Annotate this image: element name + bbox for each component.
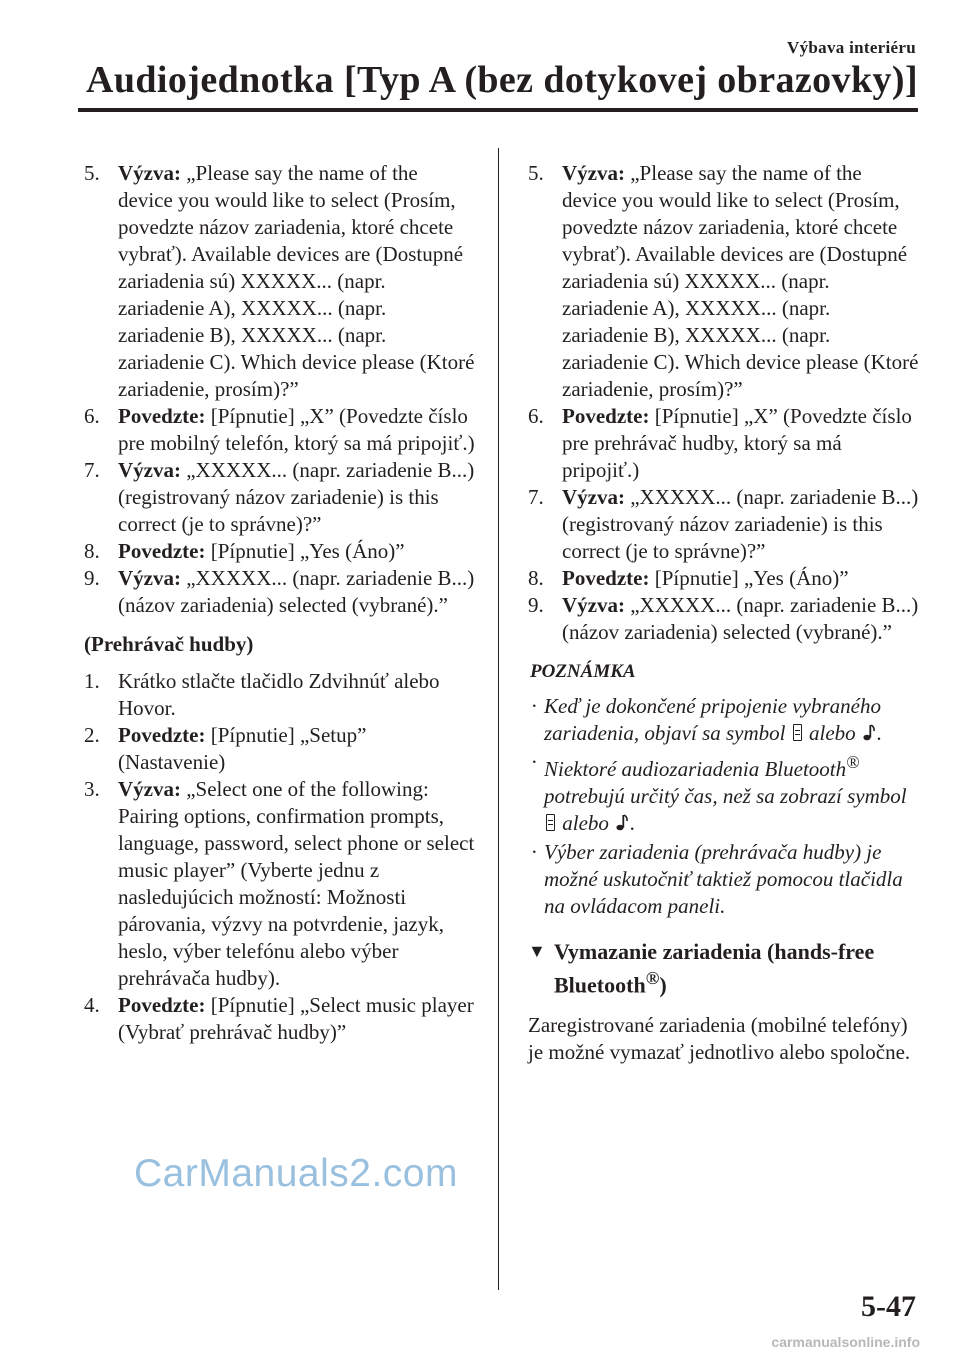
step-keyword: Povedzte:: [562, 566, 650, 590]
registered-mark: ®: [846, 752, 860, 772]
step-text: [Pípnutie] „Setup” (Nastavenie): [118, 723, 367, 774]
triangle-marker-icon: ▼: [528, 941, 546, 961]
note-text: .: [630, 811, 636, 835]
step-text: [Pípnutie] „Select music player (Vybrať prehrávač hudby)”: [118, 993, 474, 1044]
step-number: 9.: [528, 593, 544, 617]
step-item: [84, 160, 476, 403]
step-number: 1.: [84, 669, 100, 693]
note-heading: POZNÁMKA: [530, 661, 636, 682]
step-text: „Select one of the following: Pairing options, confirmation prompts, language, password, select phone or select music player” (Vyberte jednu z nasledujúcich možností: Možnosti párovania, výzvy na potvrdenie, jazyk, heslo, výber telefónu alebo výber prehrávača hudby).: [118, 777, 475, 990]
step-text: [Pípnutie] „Yes (Áno)”: [649, 566, 849, 590]
step-keyword: Povedzte:: [118, 993, 206, 1017]
step-number: 5.: [84, 161, 100, 185]
left-column: [84, 160, 476, 1046]
step-number: 5.: [528, 161, 544, 185]
step-text: „XXXXX... (napr. zariadenie B...) (registrovaný názov zariadenie) is this correct (je to správne)?”: [118, 458, 475, 536]
note-text: potrebujú určitý čas, než sa zobrazí symbol: [544, 784, 907, 808]
bullet-icon: ·: [531, 750, 537, 774]
step-number: 7.: [84, 458, 100, 482]
registered-mark: ®: [645, 968, 660, 988]
step-item: [84, 992, 476, 1046]
note-item: [528, 693, 920, 747]
note-text: alebo: [809, 721, 856, 745]
step-keyword: Výzva:: [118, 777, 181, 801]
step-number: 6.: [84, 404, 100, 428]
page-title: Audiojednotka [Typ A (bez dotykovej obrazovky)]: [86, 59, 918, 101]
step-keyword: Povedzte:: [118, 539, 206, 563]
step-number: 8.: [528, 566, 544, 590]
note-text: .: [876, 721, 883, 745]
note-text: Niektoré audiozariadenia Bluetooth: [544, 757, 847, 781]
step-keyword: Výzva:: [118, 458, 181, 482]
note-text: alebo: [562, 811, 609, 835]
step-keyword: Výzva:: [562, 161, 625, 185]
note-text: Výber zariadenia (prehrávača hudby) je možné uskutočniť taktiež pomocou tlačidla na ovládacom paneli.: [544, 840, 903, 918]
step-text: „XXXXX... (napr. zariadenie B...) (názov zariadenia) selected (vybrané).”: [562, 593, 919, 644]
step-text: „Please say the name of the device you would like to select (Prosím, povedzte názov zariadenia, ktoré chcete vybrať). Available devices are (Dostupné zariadenia sú) XXXXX... (napr. zariadenie A), XXXXX... (napr. zariadenie B), XXXXX... (napr. zariadenie C). Which device please (Ktoré zariadenie, prosím)?”: [118, 161, 475, 401]
step-keyword: Výzva:: [562, 593, 625, 617]
watermark: CarManuals2.com: [134, 1152, 458, 1195]
step-item: [84, 668, 476, 722]
music-note-icon: [616, 814, 628, 831]
right-column: [528, 160, 920, 1066]
step-number: 4.: [84, 993, 100, 1017]
heading-text: Vymazanie zariadenia (hands-free Bluetooth: [554, 939, 875, 998]
delete-device-heading: [528, 938, 920, 998]
section-label: Výbava interiéru: [787, 38, 916, 57]
title-rule: [78, 108, 918, 112]
note-item: [528, 839, 920, 920]
step-text: „XXXXX... (napr. zariadenie B...) (registrovaný názov zariadenie) is this correct (je to správne)?”: [562, 485, 919, 563]
step-keyword: Výzva:: [118, 161, 181, 185]
step-item: [84, 403, 476, 457]
step-item: [84, 538, 476, 565]
step-number: 2.: [84, 723, 100, 747]
step-number: 3.: [84, 777, 100, 801]
step-item: [84, 565, 476, 619]
step-item: [528, 592, 920, 646]
step-item: [84, 457, 476, 538]
step-item: [84, 722, 476, 776]
step-number: 9.: [84, 566, 100, 590]
step-text: „XXXXX... (napr. zariadenie B...) (názov zariadenia) selected (vybrané).”: [118, 566, 475, 617]
step-text: [Pípnutie] „X” (Povedzte číslo pre mobilný telefón, ktorý sa má pripojiť.): [118, 404, 475, 455]
page-number: 5-47: [861, 1290, 916, 1323]
step-text: „Please say the name of the device you would like to select (Prosím, povedzte názov zariadenia, ktoré chcete vybrať). Available devices are (Dostupné zariadenia sú) XXXXX... (napr. zariadenie A), XXXXX... (napr. zariadenie B), XXXXX... (napr. zariadenie C). Which device please (Ktoré zariadenie, prosím)?”: [562, 161, 919, 401]
step-keyword: Výzva:: [562, 485, 625, 509]
music-player-subheading: (Prehrávač hudby): [84, 632, 254, 656]
delete-device-paragraph: Zaregistrované zariadenia (mobilné telefóny) je možné vymazať jednotlivo alebo spoločne.: [528, 1013, 911, 1065]
footer-url[interactable]: carmanualsonline.info: [771, 1334, 920, 1350]
step-keyword: Povedzte:: [118, 404, 206, 428]
step-item: [528, 403, 920, 484]
music-note-icon: [863, 724, 875, 741]
step-item: [528, 160, 920, 403]
phone-icon: [546, 814, 555, 831]
step-keyword: Povedzte:: [562, 404, 650, 428]
bullet-icon: ·: [531, 694, 537, 718]
step-text: [Pípnutie] „Yes (Áno)”: [205, 539, 405, 563]
step-text: Krátko stlačte tlačidlo Zdvihnúť alebo Hovor.: [118, 669, 440, 720]
column-divider: [498, 148, 499, 1290]
bullet-icon: ·: [531, 840, 537, 864]
step-item: [84, 776, 476, 992]
step-number: 7.: [528, 485, 544, 509]
phone-icon: [793, 724, 802, 741]
step-keyword: Povedzte:: [118, 723, 206, 747]
step-keyword: Výzva:: [118, 566, 181, 590]
heading-close: ): [659, 972, 667, 998]
step-number: 6.: [528, 404, 544, 428]
note-item: [528, 749, 920, 837]
note-text: Keď je dokončené pripojenie vybraného zariadenia, objaví sa symbol: [544, 694, 881, 745]
step-item: [528, 565, 920, 592]
step-item: [528, 484, 920, 565]
step-number: 8.: [84, 539, 100, 563]
step-text: [Pípnutie] „X” (Povedzte číslo pre prehrávač hudby, ktorý sa má pripojiť.): [562, 404, 912, 482]
